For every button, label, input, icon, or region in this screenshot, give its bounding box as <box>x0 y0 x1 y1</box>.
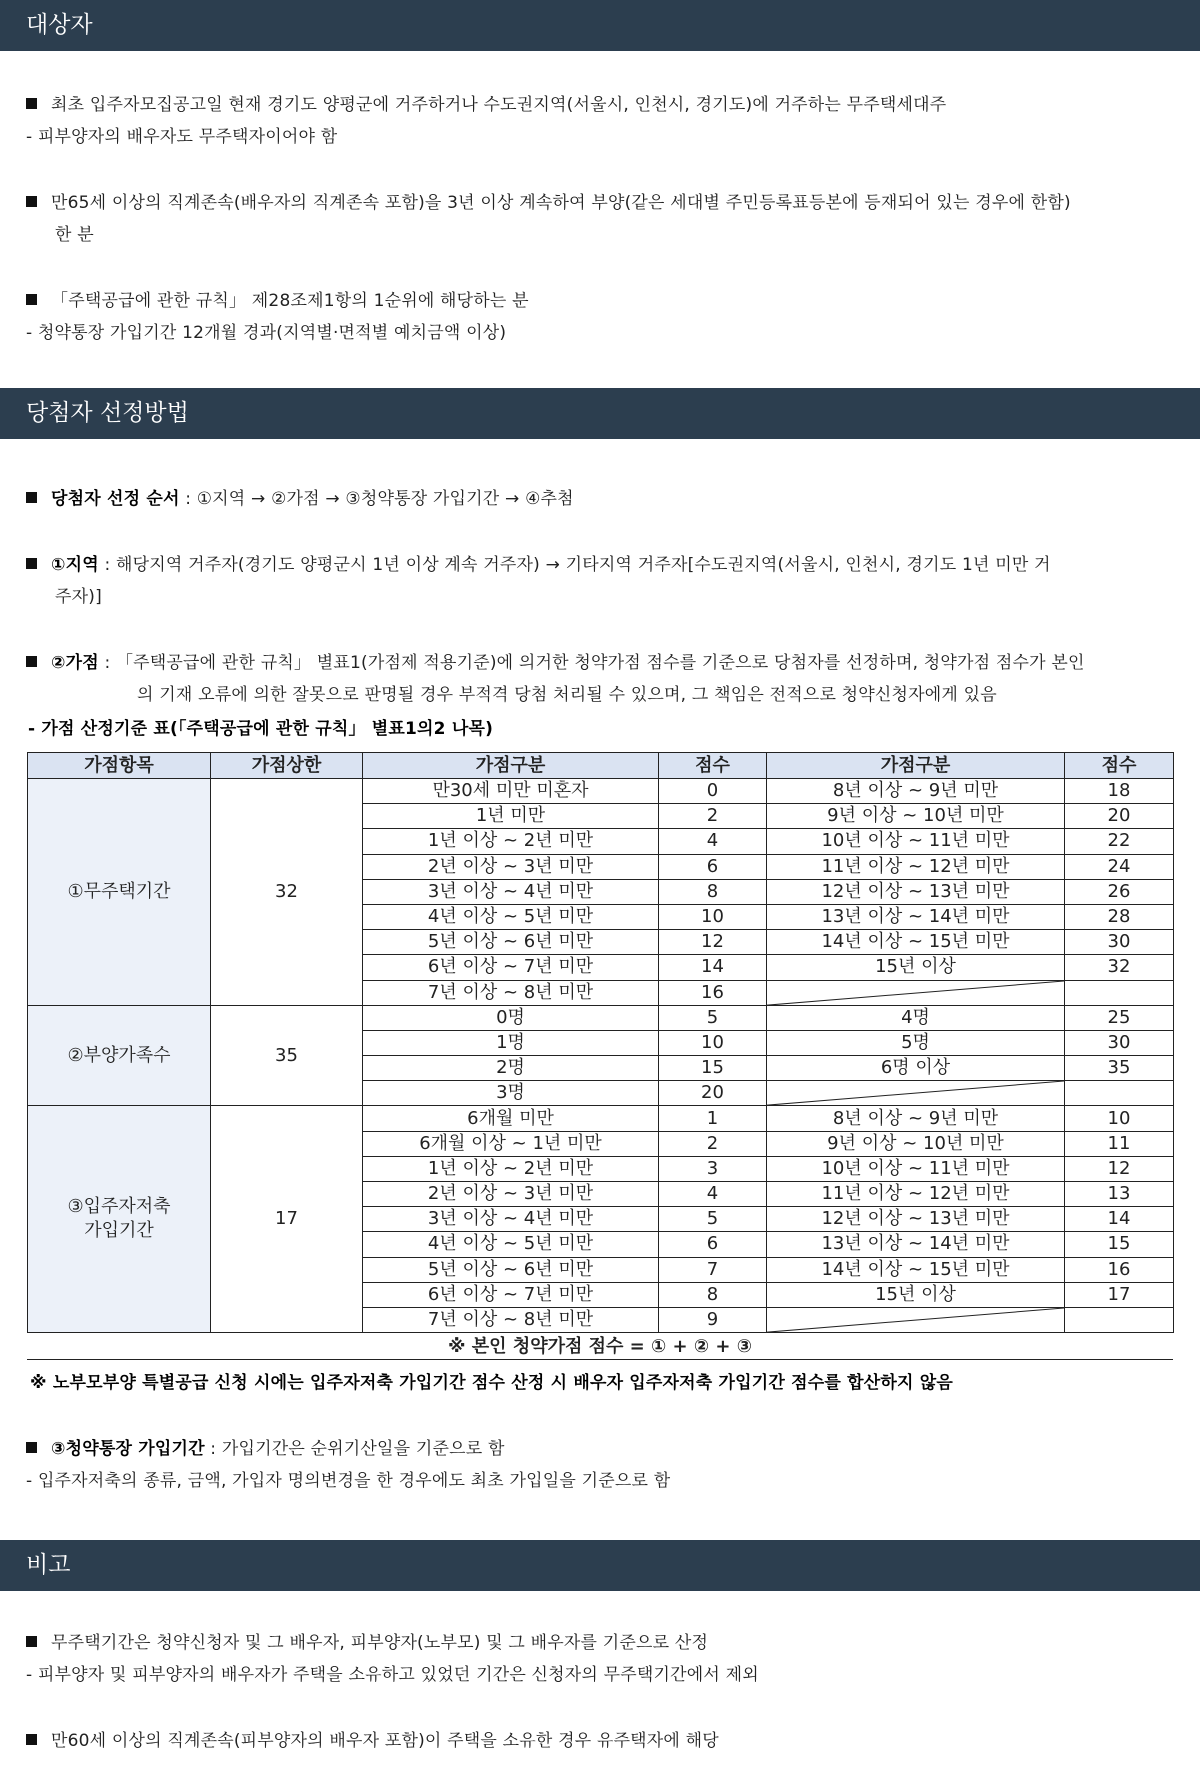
category-cell: 6년 이상 ~ 7년 미만 <box>363 1282 659 1307</box>
header-category-2: 가점구분 <box>767 753 1065 779</box>
bullet-icon <box>26 196 37 207</box>
points-cell: 7 <box>659 1257 767 1282</box>
header-max: 가점상한 <box>211 753 363 779</box>
diagonal-line <box>767 981 1064 1005</box>
points-cell: 0 <box>659 779 767 804</box>
group-max-cell: 17 <box>211 1106 363 1333</box>
points-cell-2: 26 <box>1065 879 1174 904</box>
method-region <box>26 550 1051 575</box>
header-points: 점수 <box>659 753 767 779</box>
method-order-text: : ①지역 → ②가점 → ③청약통장 가입기간 → ④추첨 <box>179 489 574 509</box>
points-cell-2 <box>1065 1307 1174 1332</box>
method-score-label: ②가점 <box>51 653 99 673</box>
points-cell-2: 25 <box>1065 1005 1174 1030</box>
category-cell-2: 13년 이상 ~ 14년 미만 <box>767 904 1065 929</box>
points-cell: 5 <box>659 1005 767 1030</box>
points-cell-2: 17 <box>1065 1282 1174 1307</box>
category-cell: 만30세 미만 미혼자 <box>363 779 659 804</box>
method-note: ※ 노부모부양 특별공급 신청 시에는 입주자저축 가입기간 점수 산정 시 배우자 입주자저축 가입기간 점수를 합산하지 않음 <box>30 1373 953 1393</box>
target-line-3 <box>26 188 1071 213</box>
group-item-cell: ①무주택기간 <box>28 779 211 1006</box>
points-cell-2: 30 <box>1065 930 1174 955</box>
points-cell: 1 <box>659 1106 767 1131</box>
header-points-2: 점수 <box>1065 753 1174 779</box>
target-line-6: - 청약통장 가입기간 12개월 경과(지역별·면적별 예치금액 이상) <box>26 323 507 343</box>
method-score-cont: 의 기재 오류에 의한 잘못으로 판명될 경우 부적격 당첨 처리될 수 있으며, 그 책임은 전적으로 청약신청자에게 있음 <box>137 685 997 705</box>
points-cell: 8 <box>659 1282 767 1307</box>
category-cell-2: 10년 이상 ~ 11년 미만 <box>767 829 1065 854</box>
points-cell-2: 20 <box>1065 804 1174 829</box>
method-region-text: : 해당지역 거주자(경기도 양평군시 1년 이상 계속 거주자) → 기타지역 거주자[수도권지역(서울시, 인천시, 경기도 1년 미만 거 <box>98 555 1051 575</box>
target-text-3: 만65세 이상의 직계존속(배우자의 직계존속 포함)을 3년 이상 계속하여 부양(같은 세대별 주민등록표등본에 등재되어 있는 경우에 한함) <box>51 193 1071 213</box>
section-header-remarks: 비고 <box>0 1540 1200 1591</box>
category-cell: 7년 이상 ~ 8년 미만 <box>363 1307 659 1332</box>
table-row <box>28 779 1174 804</box>
category-cell-2: 11년 이상 ~ 12년 미만 <box>767 1182 1065 1207</box>
points-cell-2: 12 <box>1065 1156 1174 1181</box>
category-cell: 3년 이상 ~ 4년 미만 <box>363 879 659 904</box>
method-period-text: : 가입기간은 순위기산일을 기준으로 함 <box>204 1439 505 1459</box>
target-line-2: - 피부양자의 배우자도 무주택자이어야 함 <box>26 127 338 147</box>
score-table <box>27 752 1174 1333</box>
remarks-text-1: 무주택기간은 청약신청자 및 그 배우자, 피부양자(노부모) 및 그 배우자를 기준으로 산정 <box>51 1633 709 1653</box>
method-period-label: ③청약통장 가입기간 <box>51 1439 205 1459</box>
points-cell: 10 <box>659 1030 767 1055</box>
bullet-icon <box>26 656 37 667</box>
category-cell-2: 15년 이상 <box>767 1282 1065 1307</box>
table-row <box>28 1106 1174 1131</box>
points-cell-2: 28 <box>1065 904 1174 929</box>
group-max-cell: 32 <box>211 779 363 1006</box>
points-cell-2: 30 <box>1065 1030 1174 1055</box>
method-period-sub: - 입주자저축의 종류, 금액, 가입자 명의변경을 한 경우에도 최초 가입일을 기준으로 함 <box>26 1471 671 1491</box>
target-line-4: 한 분 <box>55 225 94 245</box>
category-cell: 2년 이상 ~ 3년 미만 <box>363 1182 659 1207</box>
category-cell: 6년 이상 ~ 7년 미만 <box>363 955 659 980</box>
table-header-row <box>28 753 1174 779</box>
group-item-cell: ③입주자저축 가입기간 <box>28 1106 211 1333</box>
bullet-icon <box>26 558 37 569</box>
points-cell: 15 <box>659 1056 767 1081</box>
section-header-target: 대상자 <box>0 0 1200 51</box>
category-cell: 6개월 이상 ~ 1년 미만 <box>363 1131 659 1156</box>
target-line-5 <box>26 286 529 311</box>
method-region-cont: 주자)] <box>55 587 102 607</box>
bullet-icon <box>26 492 37 503</box>
category-cell-2: 9년 이상 ~ 10년 미만 <box>767 1131 1065 1156</box>
category-cell: 2년 이상 ~ 3년 미만 <box>363 854 659 879</box>
category-cell: 1명 <box>363 1030 659 1055</box>
method-score <box>26 648 1085 673</box>
points-cell-2: 35 <box>1065 1056 1174 1081</box>
category-cell-2: 12년 이상 ~ 13년 미만 <box>767 879 1065 904</box>
points-cell: 8 <box>659 879 767 904</box>
points-cell-2: 10 <box>1065 1106 1174 1131</box>
diagonal-line <box>767 1308 1064 1332</box>
table-title: - 가점 산정기준 표(「주택공급에 관한 규칙」 별표1의2 나목) <box>28 719 494 739</box>
method-period <box>26 1434 505 1459</box>
method-order <box>26 484 574 509</box>
target-line-1 <box>26 90 946 115</box>
points-cell: 10 <box>659 904 767 929</box>
category-cell: 5년 이상 ~ 6년 미만 <box>363 930 659 955</box>
bullet-icon <box>26 1442 37 1453</box>
points-cell-2: 13 <box>1065 1182 1174 1207</box>
points-cell: 6 <box>659 1232 767 1257</box>
points-cell-2: 22 <box>1065 829 1174 854</box>
category-cell-2: 12년 이상 ~ 13년 미만 <box>767 1207 1065 1232</box>
remarks-text-3: 만60세 이상의 직계존속(피부양자의 배우자 포함)이 주택을 소유한 경우 유주택자에 해당 <box>51 1731 719 1751</box>
points-cell-2: 15 <box>1065 1232 1174 1257</box>
remarks-line-1 <box>26 1628 708 1653</box>
points-cell: 4 <box>659 829 767 854</box>
category-cell-2: 8년 이상 ~ 9년 미만 <box>767 1106 1065 1131</box>
category-cell: 1년 미만 <box>363 804 659 829</box>
total-score-formula: ※ 본인 청약가점 점수 = ① + ② + ③ <box>27 1334 1173 1360</box>
bullet-icon <box>26 294 37 305</box>
points-cell-2: 14 <box>1065 1207 1174 1232</box>
category-cell-2: 14년 이상 ~ 15년 미만 <box>767 1257 1065 1282</box>
points-cell-2 <box>1065 980 1174 1005</box>
header-item: 가점항목 <box>28 753 211 779</box>
category-cell-2 <box>767 1081 1065 1106</box>
category-cell-2: 10년 이상 ~ 11년 미만 <box>767 1156 1065 1181</box>
points-cell: 9 <box>659 1307 767 1332</box>
category-cell-2: 8년 이상 ~ 9년 미만 <box>767 779 1065 804</box>
points-cell: 12 <box>659 930 767 955</box>
points-cell: 2 <box>659 1131 767 1156</box>
points-cell: 6 <box>659 854 767 879</box>
category-cell-2: 6명 이상 <box>767 1056 1065 1081</box>
method-order-label: 당첨자 선정 순서 <box>51 489 180 509</box>
points-cell-2: 32 <box>1065 955 1174 980</box>
category-cell-2: 15년 이상 <box>767 955 1065 980</box>
category-cell-2: 4명 <box>767 1005 1065 1030</box>
target-text-1: 최초 입주자모집공고일 현재 경기도 양평군에 거주하거나 수도권지역(서울시, 인천시, 경기도)에 거주하는 무주택세대주 <box>51 95 947 115</box>
remarks-line-3 <box>26 1726 719 1751</box>
points-cell: 14 <box>659 955 767 980</box>
points-cell-2: 11 <box>1065 1131 1174 1156</box>
points-cell: 4 <box>659 1182 767 1207</box>
points-cell: 16 <box>659 980 767 1005</box>
bullet-icon <box>26 98 37 109</box>
category-cell: 4년 이상 ~ 5년 미만 <box>363 1232 659 1257</box>
diagonal-line <box>767 1081 1064 1105</box>
category-cell-2 <box>767 1307 1065 1332</box>
remarks-line-2: - 피부양자 및 피부양자의 배우자가 주택을 소유하고 있었던 기간은 신청자의 무주택기간에서 제외 <box>26 1665 759 1685</box>
bullet-icon <box>26 1636 37 1647</box>
category-cell: 2명 <box>363 1056 659 1081</box>
category-cell: 4년 이상 ~ 5년 미만 <box>363 904 659 929</box>
bullet-icon <box>26 1734 37 1745</box>
category-cell: 6개월 미만 <box>363 1106 659 1131</box>
group-item-cell: ②부양가족수 <box>28 1005 211 1106</box>
category-cell-2: 5명 <box>767 1030 1065 1055</box>
method-region-label: ①지역 <box>51 555 99 575</box>
section-header-method: 당첨자 선정방법 <box>0 388 1200 439</box>
category-cell: 0명 <box>363 1005 659 1030</box>
points-cell: 2 <box>659 804 767 829</box>
points-cell: 5 <box>659 1207 767 1232</box>
points-cell-2: 24 <box>1065 854 1174 879</box>
points-cell-2: 18 <box>1065 779 1174 804</box>
points-cell: 3 <box>659 1156 767 1181</box>
table-row <box>28 1005 1174 1030</box>
category-cell: 3년 이상 ~ 4년 미만 <box>363 1207 659 1232</box>
points-cell-2 <box>1065 1081 1174 1106</box>
category-cell: 1년 이상 ~ 2년 미만 <box>363 1156 659 1181</box>
category-cell-2: 11년 이상 ~ 12년 미만 <box>767 854 1065 879</box>
points-cell-2: 16 <box>1065 1257 1174 1282</box>
category-cell: 7년 이상 ~ 8년 미만 <box>363 980 659 1005</box>
category-cell-2: 13년 이상 ~ 14년 미만 <box>767 1232 1065 1257</box>
category-cell: 5년 이상 ~ 6년 미만 <box>363 1257 659 1282</box>
category-cell: 1년 이상 ~ 2년 미만 <box>363 829 659 854</box>
group-max-cell: 35 <box>211 1005 363 1106</box>
header-category: 가점구분 <box>363 753 659 779</box>
category-cell-2: 14년 이상 ~ 15년 미만 <box>767 930 1065 955</box>
category-cell-2 <box>767 980 1065 1005</box>
target-text-5: 「주택공급에 관한 규칙」 제28조제1항의 1순위에 해당하는 분 <box>51 291 529 311</box>
category-cell: 3명 <box>363 1081 659 1106</box>
method-score-text: : 「주택공급에 관한 규칙」 별표1(가점제 적용기준)에 의거한 청약가점 점수를 기준으로 당첨자를 선정하며, 청약가점 점수가 본인 <box>98 653 1085 673</box>
category-cell-2: 9년 이상 ~ 10년 미만 <box>767 804 1065 829</box>
points-cell: 20 <box>659 1081 767 1106</box>
